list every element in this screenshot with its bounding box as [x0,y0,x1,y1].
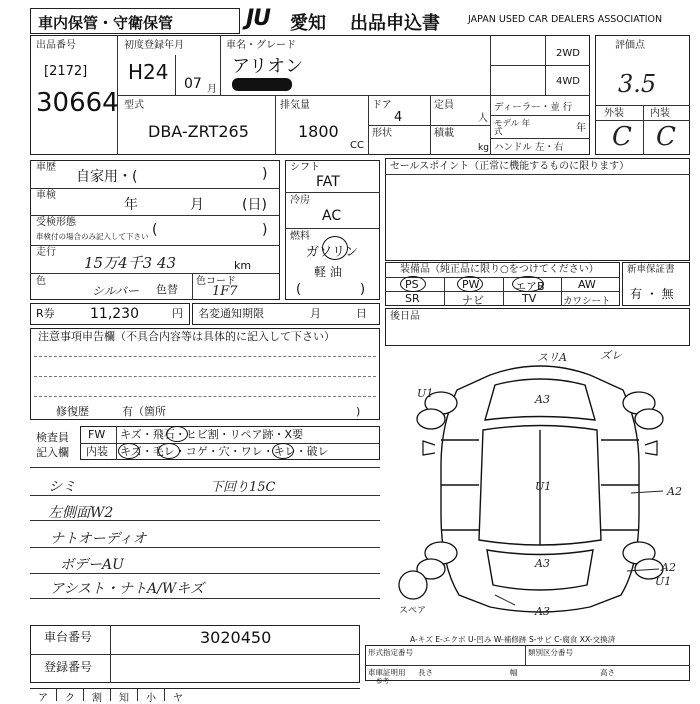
remark-5: アシスト・ナトA/Wキズ [50,581,204,597]
shape-label: 形状 [372,128,392,139]
type-value: DBA-ZRT265 [148,122,249,141]
reg-label: 登録番号 [44,660,93,674]
doors-label: ドア [372,100,392,111]
remark-1: 下回り15C [210,480,276,495]
inspector-label: 検査員 記入欄 [36,431,69,459]
recycle-unit: 円 [172,307,183,320]
bottom-tab-5: ヤ [173,693,183,704]
ps-circle [400,276,426,292]
fuel-label: 燃料 [290,231,310,242]
repair-value: 有（箇所 [122,405,166,418]
exterior-grade: C [612,122,632,152]
inspection-day: (日) [242,197,267,213]
inspection-label: 車検 [36,190,56,201]
disp-value: 1800 [298,122,339,141]
new-warranty-value: 有 ・ 無 [630,287,674,301]
caution-label: 注意事項申告欄（不具合内容等は具体的に記入して下さい） [38,330,335,343]
int-stain-circle [158,443,180,459]
mark-1: ズレ [600,349,622,362]
ju-logo: JU [246,6,271,31]
recycle-value: 11,230 [90,306,139,322]
score-label: 評価点 [615,40,645,51]
reception-close: ) [262,222,268,238]
int-scratch-circle [118,443,140,459]
org-name: 愛知 [290,13,326,34]
color-code-value: 1F7 [212,284,238,299]
equip-sr: SR [405,292,420,305]
org-name-en: JAPAN USED CAR DEALERS ASSOCIATION [468,14,663,25]
load-unit: kg [478,143,489,153]
bottom-tabs [30,688,360,704]
history-label: 車歴 [36,162,56,173]
repaint-label: 色替 [156,283,178,296]
model-name: アリオン [232,56,304,77]
model-year-unit: 年 [576,123,586,134]
first-reg-label: 初度登録年月 [124,40,184,51]
exterior-label: 外装 [604,108,624,119]
pw-circle [457,276,483,292]
mileage-label: 走行 [36,247,56,258]
mileage-value: 15万4千3 43 [84,254,177,272]
equip-airbag: エアB [515,280,545,293]
disp-unit: CC [350,140,364,151]
chassis-label: 車台番号 [44,630,93,644]
mileage-unit: km [234,259,252,272]
sales-point-label: セールスポイント（正常に機能するものに限ります） [390,161,630,172]
mark-8: U1 [655,575,672,588]
remark-3: ナトオーディオ [50,531,147,547]
bottom-tab-4: 小 [138,689,165,701]
fw-items: キズ・飛石・ヒビ割・リペア跡・X要 [120,428,304,441]
post-label: 後日品 [390,311,420,322]
reception-label: 受検形態 [36,217,76,228]
color-code-label: 色コード [196,276,236,287]
month-unit: 月 [207,84,217,95]
form-title: 出品申込書 [350,13,440,34]
mark-9: A3 [535,605,550,618]
ac-value: AC [322,208,342,224]
first-reg-month: 07 [184,76,202,92]
color-value: シルバー [92,284,139,298]
post-item-box [385,308,690,346]
model-label: 車名・グレード [226,40,296,51]
bottom-tab-0: ア [30,689,57,701]
length-label: 長さ [418,668,433,677]
equip-tv: TV [522,292,537,305]
class-label: 類別区分番号 [528,648,573,657]
equip-ps: PS [405,278,419,291]
chassis-value: 3020450 [200,628,272,647]
spare-label: スペア [399,606,427,616]
int-crack-circle [272,443,294,459]
ref-label: 参考 [376,677,389,685]
inspection-year: 年 [124,197,138,213]
equipment-label: 装備品（純正品に限り○をつけてください） [400,264,599,275]
score-value: 3.5 [618,70,657,98]
drive-4wd: 4WD [556,76,580,87]
name-notice-label: 名変通知期限 [198,307,264,320]
repair-label: 修復歴 [56,405,89,418]
mark-5: A2 [667,485,682,498]
history-close: ) [262,166,268,182]
capacity-unit: 人 [478,113,488,124]
equip-navi: ナビ [462,294,484,307]
type-label: 型式 [124,100,144,111]
name-notice-day: 日 [356,307,367,320]
inspection-month: 月 [190,197,204,213]
name-notice-month: 月 [310,307,321,320]
ac-label: 冷房 [290,195,310,206]
fuel-alt: 軽 油 [314,265,342,279]
fw-label: FW [88,428,106,441]
shift-value: FAT [316,174,340,190]
load-label: 積載 [434,128,454,139]
drive-2wd: 2WD [556,48,580,59]
interior-defect-items: キズ・毛レ・コゲ・穴・ワレ・キレ・破レ [120,445,329,458]
repair-close: ) [356,405,361,418]
mark-6: A3 [535,557,550,570]
height-label: 高さ [600,668,615,677]
cert-label: 車庫証明用 [368,668,406,677]
mark-4: U1 [535,480,552,493]
legend: A-キズ E-エクボ U-凹み W-補修跡 S-サビ C-腐食 XX-交換済 [410,635,616,644]
doors-value: 4 [394,110,403,125]
recycle-label: R券 [36,307,55,320]
dealer-label: ディーラー・並 行 [494,102,573,113]
fuel-value: ガソリン [306,245,359,260]
new-warranty-label: 新車保証書 [627,264,675,275]
interior-defect-label: 内装 [86,445,108,458]
interior-grade: C [656,122,676,152]
lot-small: [2172] [44,64,88,79]
equip-aw: AW [578,278,596,291]
remark-4: ボデーAU [60,557,124,573]
disp-label: 排気量 [280,100,310,111]
airbag-circle [512,276,544,292]
bottom-tab-3: 知 [111,689,138,701]
car-damage-diagram [395,345,690,630]
lot-number: 30664 [36,88,119,118]
mark-3: A3 [535,393,550,406]
handle-label: ハンドル 左・右 [494,142,564,153]
remark-2: 左側面W2 [48,505,114,521]
model-year-label: モデル 年式 [494,119,531,137]
width-label: 幅 [510,668,518,677]
mark-0: スリA [537,351,567,364]
equip-pw: PW [462,278,480,291]
shift-label: シフト [290,162,320,173]
mark-7: A2 [661,561,676,574]
fuel-circle [322,236,348,260]
remark-0: シミ [48,479,76,495]
mark-2: U1 [417,387,434,400]
fuel-open: ( [296,282,302,297]
category-label: 車内保管・守衛保管 [38,14,174,32]
spec-label: 形式指定番号 [368,648,413,657]
bottom-tab-1: ク [57,689,84,701]
bottom-tab-2: 割 [84,689,111,701]
interior-label: 内装 [650,108,670,119]
redacted-grade [232,78,292,91]
fuel-close: ) [360,282,366,297]
capacity-label: 定員 [434,100,454,111]
history-value: 自家用・( [76,169,138,185]
lot-label: 出品番号 [36,40,76,51]
fw-stone-circle [166,426,188,442]
reception-note: 車検付の場合のみ記入して下さい [36,232,149,241]
color-label: 色 [36,276,46,287]
equip-leather: カワシート [563,296,611,307]
era-year: H24 [128,60,169,84]
reception-open: ( [152,222,158,238]
